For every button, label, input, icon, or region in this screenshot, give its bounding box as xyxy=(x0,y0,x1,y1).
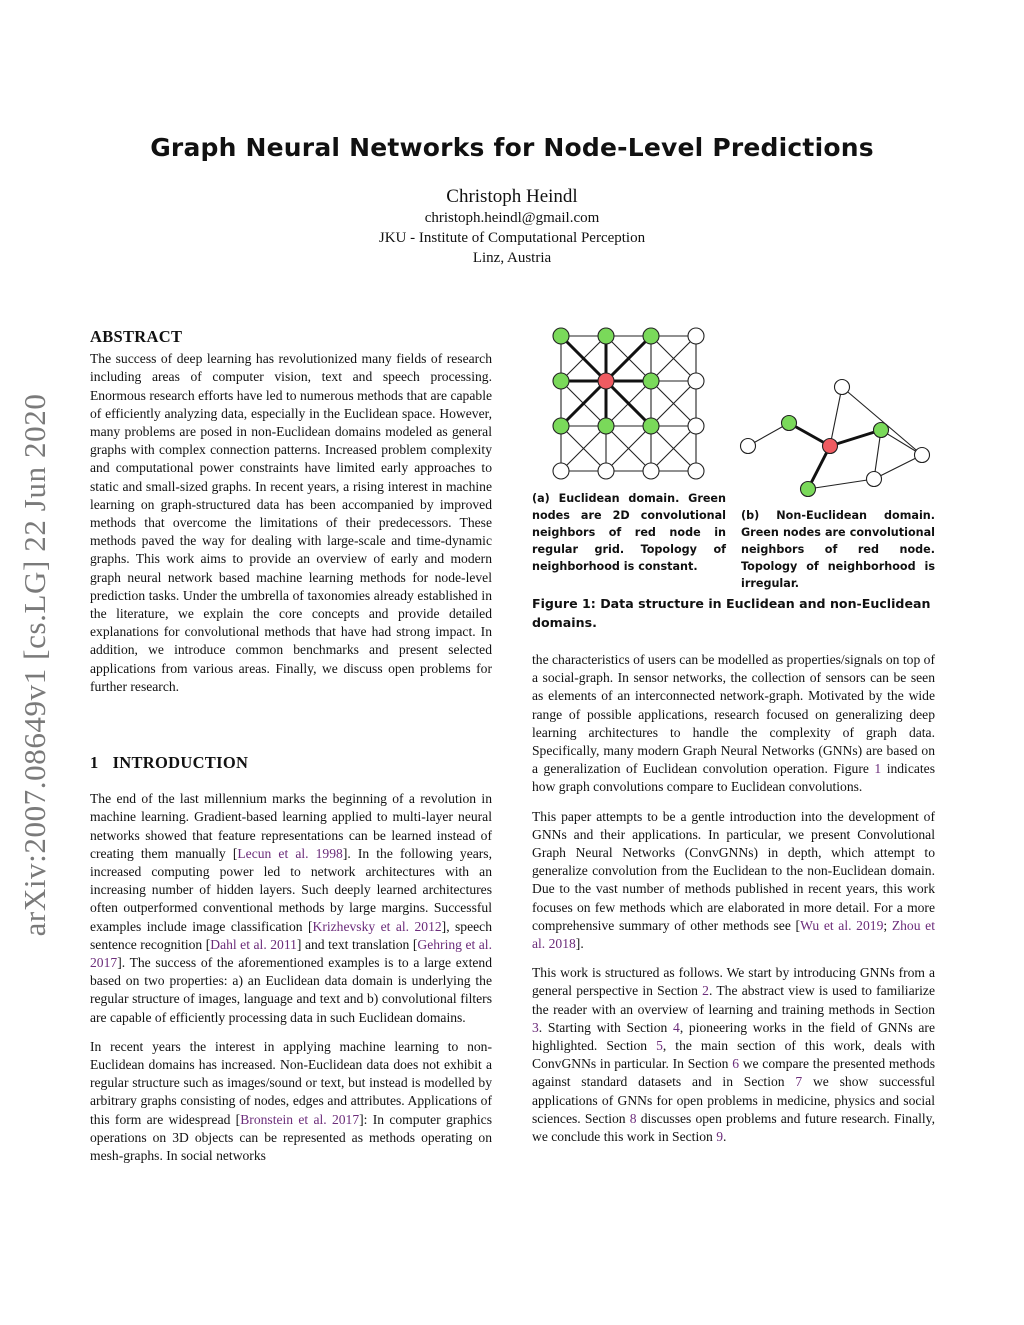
intro-paragraph-5: This work is structured as follows. We start by introducing GNNs from a general perspective in Section 2. The abstract view is used to familiarize the reader with an overview of learning and training methods in Section 3. Starting with Section 4, pioneering works in the field of GNNs are highlighted. Section 5, the main section of this work, deals with ConvGNNs in particular. In Section 6 we compare the presented methods against standard datasets and in Section 7 we show successful applications of GNNs for open problems in medicine, physics and social sciences. Section 8 discusses open problems and future research. Finally, we conclude this work in Section 9. xyxy=(532,965,935,1145)
grid-node-neighbor xyxy=(598,418,614,434)
intro-paragraph-2: In recent years the interest in applying machine learning to non-Euclidean domains has increased. Non-Euclidean data does not exhibit a regular structure such as images/sound or text, but instead is modelled by arbitrary graphs consisting of nodes, edges and attributes. Applications of this form are widespread [Bronstein et al. 2017]: In computer graphics operations on 3D objects can be represented as methods operating on mesh-graphs. In social networks xyxy=(90,1038,492,1164)
section-ref-5[interactable]: 5 xyxy=(656,1038,663,1054)
citation-zhou[interactable]: Zhou et al. 2018 xyxy=(532,917,935,952)
figure-non-euclidean-graph xyxy=(740,378,940,498)
graph-node-neighbor xyxy=(874,423,889,438)
subcaption-a: (a) Euclidean domain. Green nodes are 2D convolutional neighbors of red node in regular grid. Topology of neighborhood is constant. xyxy=(532,492,726,573)
citation-gehring[interactable]: Gehring et al. 2017 xyxy=(90,936,492,971)
grid-node-neighbor xyxy=(553,373,569,389)
grid-node xyxy=(688,418,704,434)
section-title: INTRODUCTION xyxy=(112,753,249,772)
paper-title: Graph Neural Networks for Node-Level Predictions xyxy=(150,133,874,162)
citation-lecun[interactable]: Lecun et al. 1998 xyxy=(237,845,343,861)
section-ref-7[interactable]: 7 xyxy=(795,1074,803,1090)
grid-node xyxy=(553,463,569,479)
abstract-heading: ABSTRACT xyxy=(90,327,183,346)
citation-dahl[interactable]: Dahl et al. 2011 xyxy=(210,936,297,952)
figure-ref-1[interactable]: 1 xyxy=(874,761,882,777)
grid-node-neighbor xyxy=(553,328,569,344)
graph-node xyxy=(915,448,930,463)
section-ref-8[interactable]: 8 xyxy=(629,1110,637,1126)
author-location: Linz, Austria xyxy=(472,250,552,266)
author-name: Christoph Heindl xyxy=(446,186,578,207)
graph-edge xyxy=(842,387,922,455)
figure-euclidean-grid xyxy=(545,330,715,490)
grid-node xyxy=(598,463,614,479)
graph-node xyxy=(835,380,850,395)
grid-node-neighbor xyxy=(643,328,659,344)
section-ref-6[interactable]: 6 xyxy=(732,1056,739,1072)
grid-node xyxy=(688,463,704,479)
figure-caption: Figure 1: Data structure in Euclidean and non-Euclidean domains. xyxy=(532,596,931,630)
section-ref-9[interactable]: 9 xyxy=(716,1129,724,1145)
citation-bronstein[interactable]: Bronstein et al. 2017 xyxy=(240,1111,360,1127)
grid-node-neighbor xyxy=(643,418,659,434)
right-column xyxy=(532,651,935,1146)
intro-paragraph-3: the characteristics of users can be modelled as properties/signals on top of a social-graph. In sensor networks, the collection of sensors can be seen as elements of an interconnected network-graph. Motivated by the wide range of possible applications, research focused on generalizing deep learning architectures to handle the complexity of graph data. Specifically, many modern Graph Neural Networks (GNNs) are based on a generalization of Euclidean convolution operation. Figure 1 indicates how graph convolutions compare to Euclidean convolutions. xyxy=(532,652,936,795)
section-ref-4[interactable]: 4 xyxy=(673,1019,680,1035)
graph-node-neighbor xyxy=(782,416,797,431)
author-email: christoph.heindl@gmail.com xyxy=(424,210,600,226)
arxiv-stamp xyxy=(15,355,55,975)
arxiv-id: arXiv:2007.08649v1 [cs.LG] 22 Jun 2020 xyxy=(17,393,52,937)
grid-node-center xyxy=(598,373,614,389)
graph-node xyxy=(741,439,756,454)
grid-node-neighbor xyxy=(643,373,659,389)
grid-node-neighbor xyxy=(553,418,569,434)
citation-wu[interactable]: Wu et al. 2019 xyxy=(800,917,884,933)
abstract-section xyxy=(90,328,492,696)
graph-edge xyxy=(808,479,874,489)
intro-paragraph-1: The end of the last millennium marks the beginning of a revolution in machine learning. Gradient-based learning applied to multi-layer neural networks showed that feature representations can be learned instead of creating them manually [Lecun et al. 1998]. In the following years, increased computing power led to network architectures with an increasing number of hidden layers. Such deeply learned architectures often outperformed conventional methods by large margins. Successful examples include image classification [Krizhevsky et al. 2012], speech sentence recognition [Dahl et al. 2011] and text translation [Gehring et al. 2017]. The success of the aforementioned examples is to a large extend based on two properties: a) an Euclidean data domain is underlying the regular structure of images, language and text and b) convolutional filters are capable of efficiently processing data in such Euclidean domains. xyxy=(90,791,493,1025)
citation-krizhevsky[interactable]: Krizhevsky et al. 2012 xyxy=(312,918,442,934)
author-affiliation: JKU - Institute of Computational Perception xyxy=(378,230,646,246)
introduction-section xyxy=(90,754,492,1165)
section-ref-3[interactable]: 3 xyxy=(532,1019,539,1035)
section-number: 1 xyxy=(90,753,99,772)
graph-node-neighbor xyxy=(801,482,816,497)
abstract-text: The success of deep learning has revolutionized many fields of research including areas of computer vision, text and speech processing. Enormous research efforts have led to numerous methods that are capable of efficiently analyzing data, especially in the Euclidean space. However, many problems are posed in non-Euclidean domains modeled as general graphs with complex connection patterns. Increased problem complexity and computational power constraints have limited early approaches to static and small-sized graphs. In recent years, a rising interest in machine learning on graph-structured data has been accompanied by improved methods that overcome the limitations of their predecessors. These methods paved the way for dealing with large-scale and time-dynamic graphs. This work aims to provide an overview of early and modern graph neural network based machine learning methods for node-level prediction tasks. Under the umbrella of taxonomies already established in the literature, we explain the core concepts and provide detailed explanations for convolutional methods that have had strong impact. In addition, we introduce common benchmarks and present selected applications from various areas. Finally, we discuss open problems for further research. xyxy=(90,351,492,694)
grid-node-neighbor xyxy=(598,328,614,344)
graph-node xyxy=(867,472,882,487)
graph-node-center xyxy=(823,439,838,454)
graph-edge xyxy=(830,387,842,446)
introduction-heading xyxy=(90,754,492,772)
grid-node xyxy=(688,373,704,389)
intro-paragraph-4: This paper attempts to be a gentle introduction into the development of GNNs and their applications. In particular, we present Convolutional Graph Neural Networks (ConvGNNs) in depth, which attempt to generalize convolution from the Euclidean to the non-Euclidean domain. Due to the vast number of methods published in recent years, this work focuses on few methods which are elaborated in more detail. For a more comprehensive summary of other methods see [Wu et al. 2019; Zhou et al. 2018]. xyxy=(532,808,935,952)
grid-node xyxy=(643,463,659,479)
grid-node xyxy=(688,328,704,344)
subcaption-b: (b) Non-Euclidean domain. Green nodes are convolutional neighbors of red node. Topology of neighborhood is irregular. xyxy=(741,509,935,590)
section-ref-2[interactable]: 2 xyxy=(702,983,709,999)
